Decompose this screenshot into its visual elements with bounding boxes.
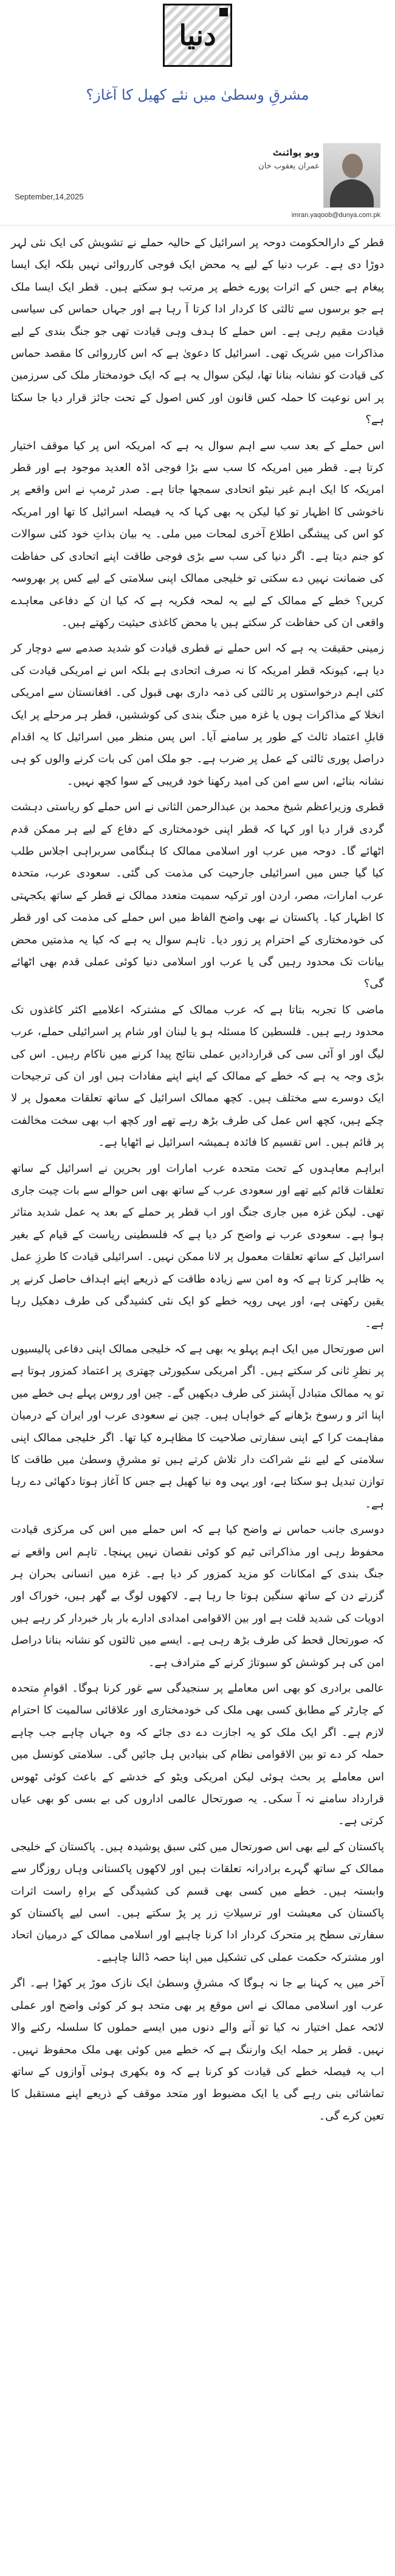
author-email[interactable]: imran.yaqoob@dunya.com.pk [291, 212, 380, 219]
article-paragraph: دوسری جانب حماس نے واضح کیا ہے کہ اس حملے میں اس کی مرکزی قیادت محفوظ رہی اور مذاکراتی ٹیم کو کوئی نقصان نہیں پہنچا۔ تاہم اس واقعے نے جنگ بندی کے امکانات کو مزید کمزور کر دیا ہے۔ غزہ میں انسانی بحران ہر گزرتے دن کے ساتھ سنگین ہوتا جا رہا ہے۔ لاکھوں لوگ بے گھر ہیں، خوراک اور ادویات کی شدید قلت ہے اور بین الاقوامی امدادی ادارے بار بار خبردار کر رہے ہیں کہ صورتحال قحط کی طرف بڑھ رہی ہے۔ ایسے میں ثالثوں کو نشانہ بنانا دراصل امن کی ہر کوشش کو سبوتاژ کرنے کے مترادف ہے۔ [11, 1523, 384, 1669]
article-paragraph: اس حملے کے بعد سب سے اہم سوال یہ ہے کہ امریکہ اس پر کیا موقف اختیار کرتا ہے۔ قطر میں امریکہ کا سب سے بڑا فوجی اڈہ العدید موجود ہے اور قطر امریکہ کا ایک اہم غیر نیٹو اتحادی سمجھا جاتا ہے۔ صدر ٹرمپ نے اس واقعے پر ناخوشی کا اظہار تو کیا لیکن یہ بھی کہا کہ یہ فیصلہ اسرائیل کا تھا اور امریکہ کو اس کی پیشگی اطلاع آخری لمحات میں ملی۔ یہ بیان بذاتِ خود کئی سوالات کو جنم دیتا ہے۔ اگر دنیا کی سب سے بڑی فوجی طاقت اپنے اتحادی کی حفاظت کی ضمانت نہیں دے سکتی تو خلیجی ممالک اپنی سلامتی کے لیے کس پر بھروسہ کریں؟ خطے کے ممالک کے لیے یہ لمحہ فکریہ ہے کہ کیا ان کے دفاعی معاہدے واقعی ان کی حفاظت کر سکتے ہیں یا محض کاغذی حیثیت رکھتے ہیں۔ [11, 439, 384, 629]
article-paragraph: ماضی کا تجربہ بتاتا ہے کہ عرب ممالک کے مشترکہ اعلامیے اکثر کاغذوں تک محدود رہے ہیں۔ فلسطین کا مسئلہ ہو یا لبنان اور شام پر اسرائیلی حملے، عرب لیگ اور او آئی سی کی قراردادیں عملی نتائج پیدا کرنے میں ناکام رہیں۔ اس کی بڑی وجہ یہ ہے کہ خطے کے ممالک کے اپنے اپنے مفادات ہیں اور ان کی ترجیحات ایک دوسرے سے مختلف ہیں۔ کچھ ممالک اسرائیل کے ساتھ تعلقات معمول پر لا چکے ہیں، کچھ اس عمل کی طرف بڑھ رہے تھے اور کچھ اب بھی سخت مخالفت پر قائم ہیں۔ اس تقسیم کا فائدہ ہمیشہ اسرائیل نے اٹھایا ہے۔ [11, 1003, 384, 1149]
article-paragraph: زمینی حقیقت یہ ہے کہ اس حملے نے قطری قیادت کو شدید صدمے سے دوچار کر دیا ہے، کیونکہ قطر امریکہ کا نہ صرف اتحادی ہے بلکہ اس نے امریکی قیادت کی کئی اہم درخواستوں پر ثالثی کی ذمہ داری بھی قبول کی۔ افغانستان سے امریکی انخلا کے مذاکرات ہوں یا غزہ میں جنگ بندی کی کوششیں، قطر ہر مرحلے پر ایک قابلِ اعتماد ثالث کے طور پر سامنے آیا۔ اس پس منظر میں اسرائیل کا یہ اقدام دراصل پوری ثالثی کے عمل پر ضرب ہے۔ جو ملک امن کی بات کرنے والوں کو ہی نشانہ بنائے، اس سے امن کی امید رکھنا خود فریبی کے سوا کچھ نہیں۔ [11, 642, 384, 788]
article-paragraph: اس صورتحال میں ایک اہم پہلو یہ بھی ہے کہ خلیجی ممالک اپنی دفاعی پالیسیوں پر نظرِ ثانی کر سکتے ہیں۔ اگر امریکی سکیورٹی چھتری پر اعتماد کمزور ہوتا ہے تو یہ ممالک متبادل آپشنز کی طرف دیکھیں گے۔ چین اور روس پہلے ہی خطے میں اپنا اثر و رسوخ بڑھانے کے خواہاں ہیں۔ چین نے سعودی عرب اور ایران کے درمیان مفاہمت کرا کے اپنی سفارتی صلاحیت کا مظاہرہ کیا تھا۔ اگر خلیجی ممالک اپنی سلامتی کے لیے نئے شراکت دار تلاش کرتے ہیں تو مشرقِ وسطیٰ میں طاقت کا توازن تبدیل ہو سکتا ہے، اور یہی وہ نیا کھیل ہے جس کا آغاز ہوتا دکھائی دے رہا ہے۔ [11, 1342, 384, 1510]
logo-corner-mark [219, 8, 228, 16]
article-headline: مشرقِ وسطیٰ میں نئے کھیل کا آغاز؟ [86, 86, 309, 103]
column-brand: ویو پوائنٹ [272, 147, 320, 158]
newspaper-logo [163, 4, 232, 67]
article-paragraph: ابراہم معاہدوں کے تحت متحدہ عرب امارات اور بحرین نے اسرائیل کے ساتھ تعلقات قائم کیے تھے اور سعودی عرب کے ساتھ بھی اس حوالے سے بات چیت جاری تھی۔ لیکن غزہ میں جاری جنگ اور اب قطر پر حملے کے بعد یہ عمل شدید متاثر ہوا ہے۔ سعودی عرب نے واضح کر دیا ہے کہ فلسطینی ریاست کے قیام کے بغیر اسرائیل کے ساتھ تعلقات معمول پر لانا ممکن نہیں۔ اسرائیلی قیادت کا طرزِ عمل یہ ظاہر کرتا ہے کہ وہ امن سے زیادہ طاقت کے ذریعے اپنے اہداف حاصل کرنے پر یقین رکھتی ہے، اور یہی رویہ خطے کو ایک نئی کشیدگی کی طرف دھکیل رہا ہے۔ [11, 1162, 384, 1330]
author-name: عمران یعقوب خان [258, 162, 320, 171]
article-paragraph: پاکستان کے لیے بھی اس صورتحال میں کئی سبق پوشیدہ ہیں۔ پاکستان کے خلیجی ممالک کے ساتھ گہرے برادرانہ تعلقات ہیں اور لاکھوں پاکستانی وہاں روزگار سے وابستہ ہیں۔ خطے میں کسی بھی قسم کی کشیدگی کے براہِ راست اثرات پاکستان کی معیشت اور ترسیلاتِ زر پر پڑ سکتے ہیں۔ اسی لیے پاکستان کو سفارتی سطح پر متحرک کردار ادا کرنا چاہیے اور اسلامی ممالک کے درمیان اتحاد اور مشترکہ حکمت عملی کی تشکیل میں اپنا حصہ ڈالنا چاہیے۔ [11, 1840, 384, 1964]
portrait-shoulders [330, 179, 374, 207]
article-body [11, 232, 384, 2131]
portrait-head [342, 154, 363, 178]
author-portrait [323, 143, 380, 208]
article-paragraph: قطر کے دارالحکومت دوحہ پر اسرائیل کے حالیہ حملے نے تشویش کی ایک نئی لہر دوڑا دی ہے۔ عرب دنیا کے لیے یہ محض ایک فوجی کارروائی نہیں بلکہ ایک ایسا پیغام ہے جس کے اثرات پورے خطے پر مرتب ہو سکتے ہیں۔ قطر ایک ایسا ملک ہے جو برسوں سے ثالثی کا کردار ادا کرتا آ رہا ہے اور جہاں حماس کی سیاسی قیادت مقیم رہی ہے۔ اس حملے کا ہدف وہی قیادت تھی جو جنگ بندی کے لیے مذاکرات میں شریک تھی۔ اسرائیل کا دعویٰ ہے کہ اس کارروائی کا مقصد حماس کی قیادت کو نشانہ بنانا تھا، لیکن سوال یہ ہے کہ ایک خودمختار ملک کی سرزمین پر اس نوعیت کا حملہ کس قانون اور کس اصول کے تحت جائز قرار دیا جا سکتا ہے؟ [11, 236, 384, 427]
column-header [0, 0, 395, 226]
article-paragraph: آخر میں یہ کہنا بے جا نہ ہوگا کہ مشرقِ وسطیٰ ایک نازک موڑ پر کھڑا ہے۔ اگر عرب اور اسلامی ممالک نے اس موقع پر بھی متحد ہو کر کوئی واضح اور عملی لائحہ عمل اختیار نہ کیا تو آنے والے دنوں میں ایسے حملوں کا سلسلہ رکنے والا نہیں۔ قطر پر حملہ ایک وارننگ ہے کہ خطے میں کوئی بھی ملک محفوظ نہیں۔ اب یہ فیصلہ خطے کی قیادت کو کرنا ہے کہ وہ بکھری ہوئی آوازوں کے ساتھ تماشائی بنی رہے گی یا ایک مضبوط اور متحد موقف کے ذریعے اپنے مستقبل کا تعین کرے گی۔ [11, 1977, 384, 2123]
article-paragraph: قطری وزیراعظم شیخ محمد بن عبدالرحمن الثانی نے اس حملے کو ریاستی دہشت گردی قرار دیا اور کہا کہ قطر اپنی خودمختاری کے دفاع کے لیے ہر ممکن قدم اٹھائے گا۔ دوحہ میں عرب اور اسلامی ممالک کا ہنگامی سربراہی اجلاس طلب کیا گیا جس میں اسرائیلی جارحیت کی مذمت کی گئی۔ سعودی عرب، متحدہ عرب امارات، مصر، اردن اور ترکیہ سمیت متعدد ممالک نے قطر کے ساتھ یکجہتی کا اظہار کیا۔ پاکستان نے بھی واضح الفاظ میں اس حملے کی مذمت کی اور قطر کی خودمختاری کے احترام پر زور دیا۔ تاہم سوال یہ ہے کہ کیا یہ مذمتیں محض بیانات تک محدود رہیں گی یا عرب اور اسلامی دنیا کوئی عملی قدم بھی اٹھائے گی؟ [11, 801, 384, 991]
byline [15, 143, 380, 219]
logo-wordmark: دنیا [179, 19, 216, 52]
article-paragraph: عالمی برادری کو بھی اس معاملے پر سنجیدگی سے غور کرنا ہوگا۔ اقوامِ متحدہ کے چارٹر کے مطابق کسی بھی ملک کی خودمختاری اور علاقائی سالمیت کا احترام لازم ہے۔ اگر ایک ملک کو یہ اجازت دے دی جائے کہ وہ جہاں چاہے جب چاہے حملہ کر دے تو بین الاقوامی نظام کی بنیادیں ہل جائیں گی۔ سلامتی کونسل میں اس معاملے پر بحث ہوئی لیکن امریکی ویٹو کے خدشے کے باعث کوئی ٹھوس قرارداد سامنے نہ آ سکی۔ یہ صورتحال عالمی اداروں کی بے بسی کو بھی عیاں کرتی ہے۔ [11, 1682, 384, 1828]
publish-date: September,14,2025 [15, 192, 84, 201]
